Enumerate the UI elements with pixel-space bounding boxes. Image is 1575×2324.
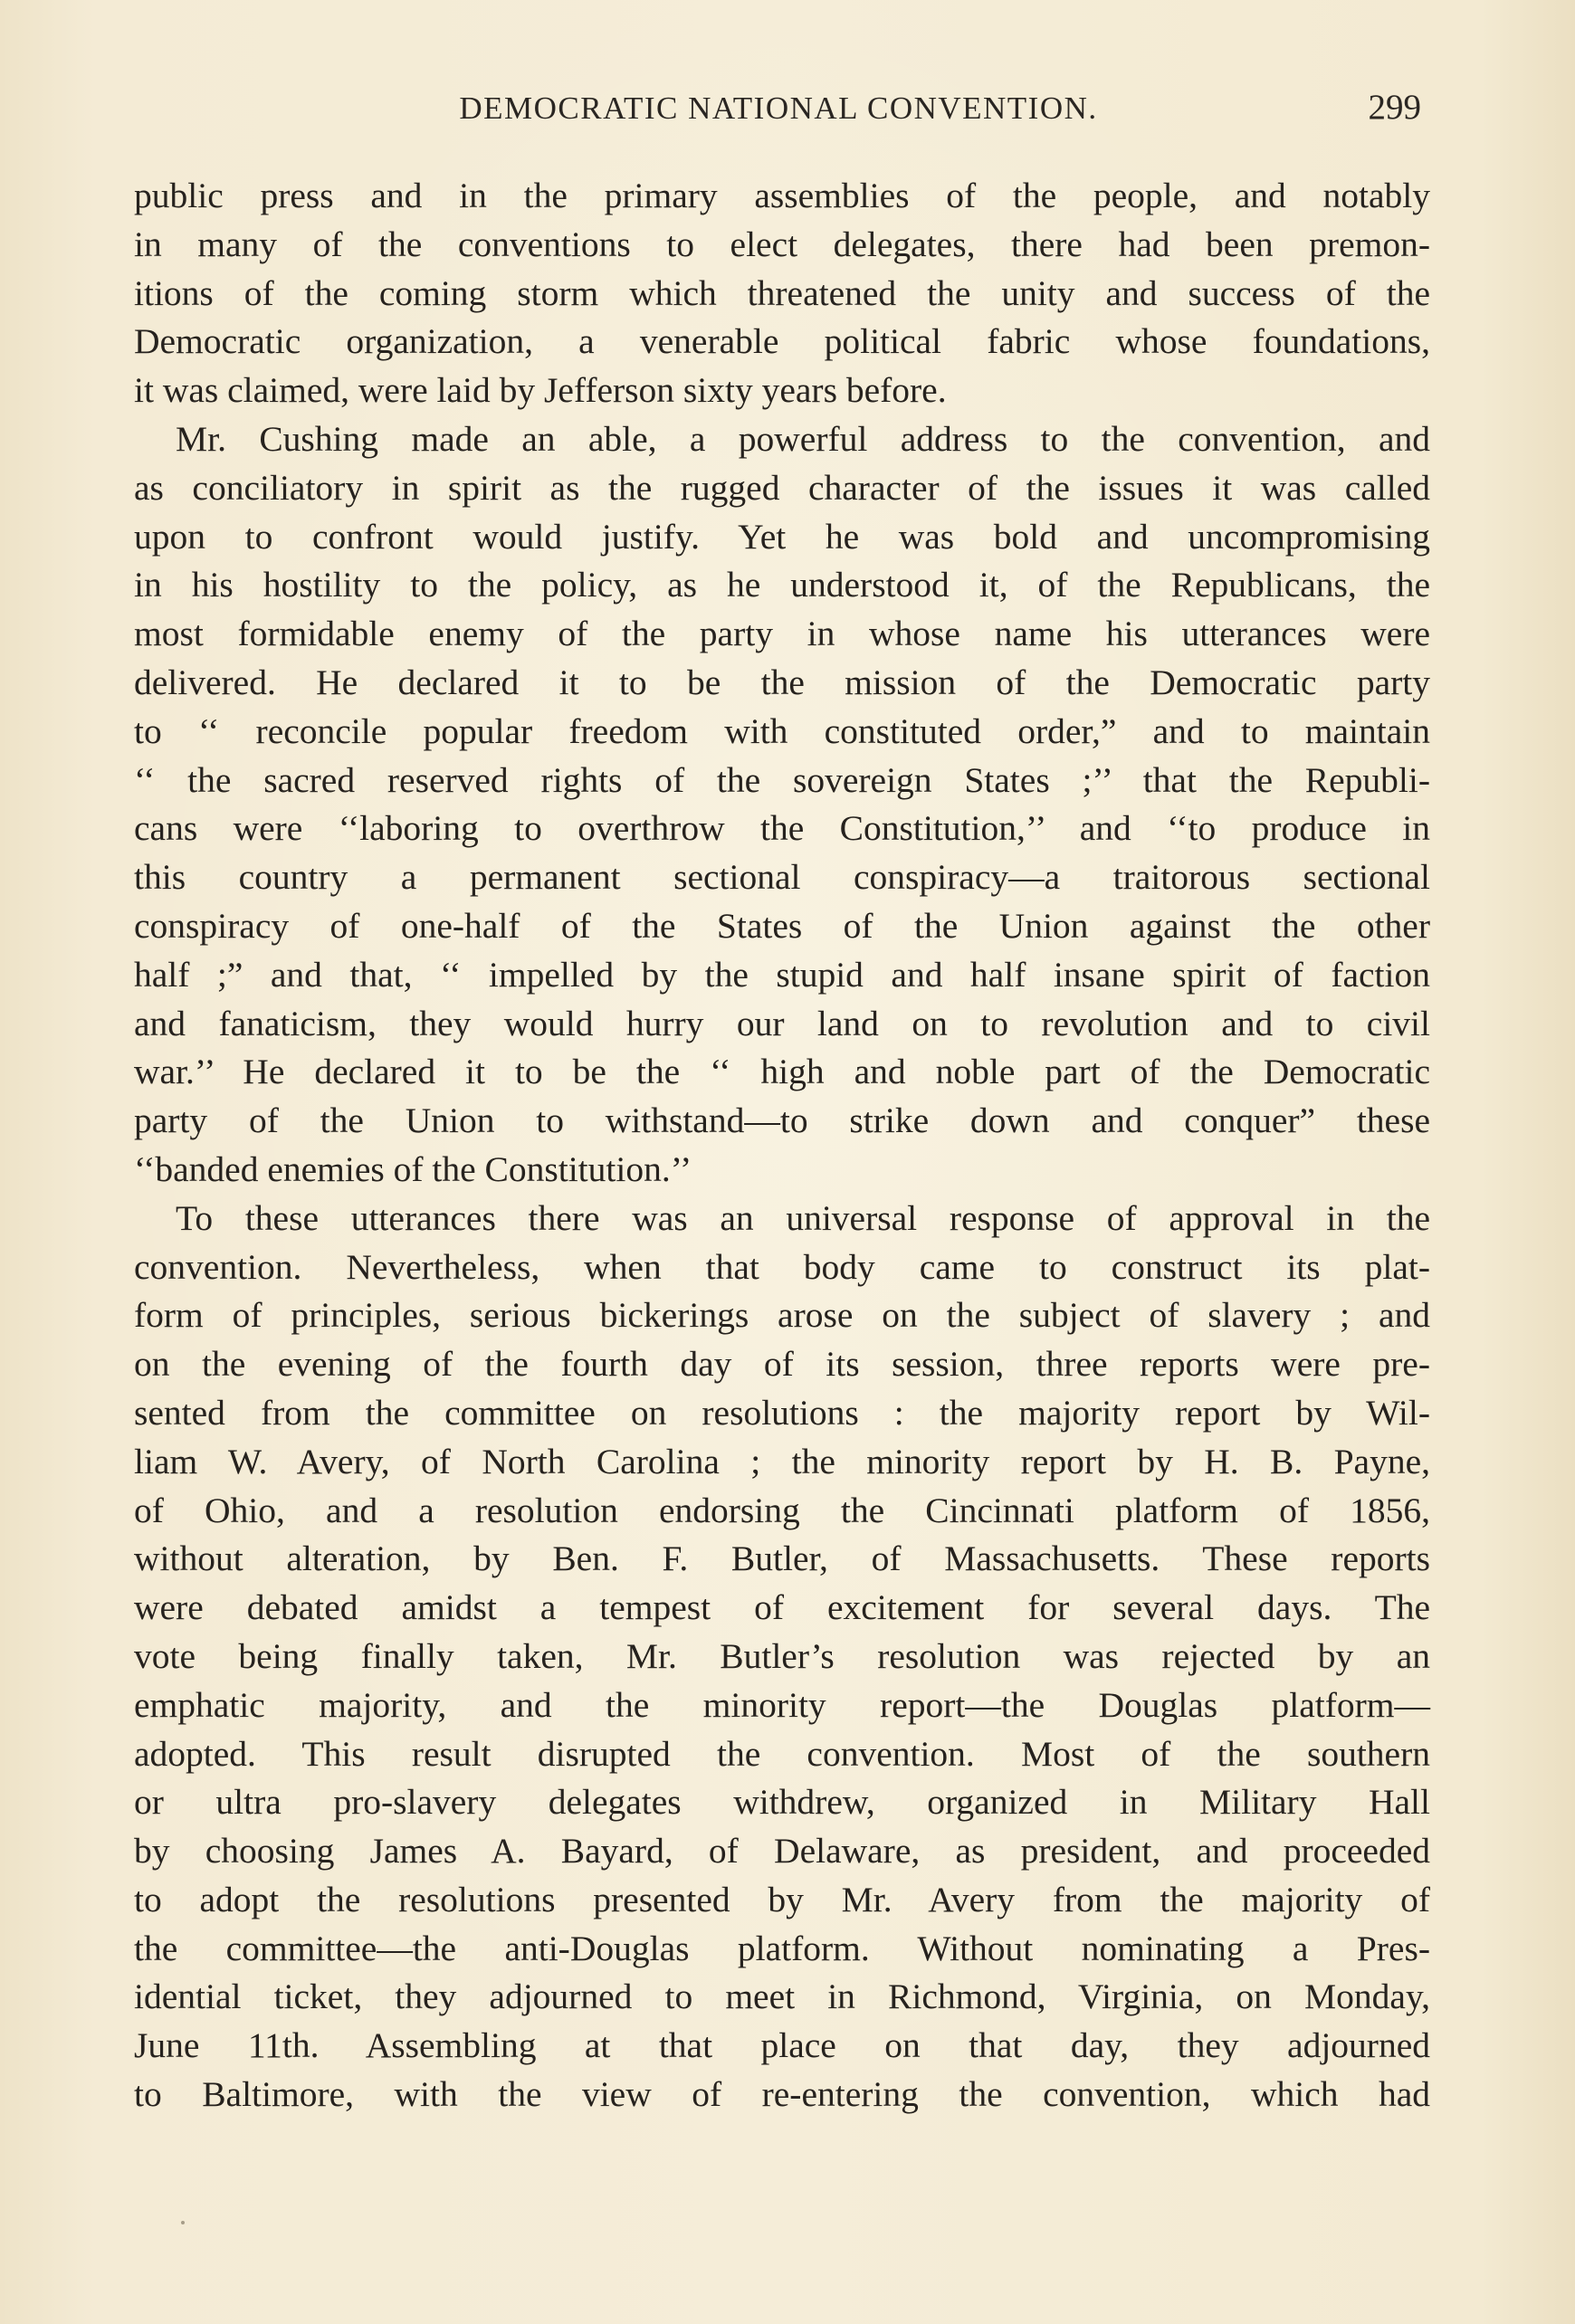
text-line: conspiracy of one-half of the States of the Union against the other [134, 905, 1430, 946]
ink-speck [181, 2221, 185, 2224]
text-line: June 11th. Assembling at that place on that day, they adjourned [134, 2025, 1430, 2066]
text-line: party of the Union to withstand—to strike down and conquer” these [134, 1100, 1430, 1141]
text-line: to ‘‘ reconcile popular freedom with constituted order,” and to maintain [134, 710, 1430, 751]
text-line: most formidable enemy of the party in whose name his utterances were [134, 614, 1430, 654]
text-line: form of principles, serious bickerings arose on the subject of slavery ; and [134, 1295, 1430, 1336]
text-line: Democratic organization, a venerable political fabric whose foundations, [134, 321, 1430, 362]
text-line: or ultra pro-slavery delegates withdrew, organized in Military Hall [134, 1782, 1430, 1823]
text-line: cans were ‘‘laboring to overthrow the Constitution,’’ and ‘‘to produce in [134, 808, 1430, 849]
text-line: as conciliatory in spirit as the rugged character of the issues it was called [134, 467, 1430, 508]
page-number: 299 [1368, 88, 1421, 127]
text-line: the committee—the anti-Douglas platform. Without nominating a Pres- [134, 1928, 1430, 1968]
text-line: and fanaticism, they would hurry our land on to revolution and to civil [134, 1003, 1430, 1043]
text-line: Mr. Cushing made an able, a powerful address to the convention, and [176, 418, 1430, 459]
text-line: idential ticket, they adjourned to meet in Richmond, Virginia, on Monday, [134, 1976, 1430, 2017]
body-text [134, 172, 1430, 2119]
text-line: were debated amidst a tempest of excitement for several days. The [134, 1587, 1430, 1628]
text-line: on the evening of the fourth day of its session, three reports were pre- [134, 1344, 1430, 1385]
running-title: DEMOCRATIC NATIONAL CONVENTION. [459, 90, 1098, 126]
text-line: in his hostility to the policy, as he understood it, of the Republicans, the [134, 565, 1430, 605]
text-line: of Ohio, and a resolution endorsing the Cincinnati platform of 1856, [134, 1490, 1430, 1530]
text-line: this country a permanent sectional conspiracy—a traitorous sectional [134, 857, 1430, 898]
text-line: delivered. He declared it to be the mission of the Democratic party [134, 662, 1430, 702]
text-line: liam W. Avery, of North Carolina ; the minority report by H. B. Payne, [134, 1441, 1430, 1481]
text-line: to Baltimore, with the view of re-entering the convention, which had [134, 2074, 1430, 2115]
text-line: convention. Nevertheless, when that body came to construct its plat- [134, 1246, 1430, 1287]
text-line: ‘‘banded enemies of the Constitution.’’ [134, 1148, 692, 1189]
text-line: upon to confront would justify. Yet he was bold and uncompromising [134, 516, 1430, 557]
text-line: half ;” and that, ‘‘ impelled by the stupid and half insane spirit of faction [134, 954, 1430, 995]
text-line: public press and in the primary assemblies of the people, and notably [134, 176, 1430, 215]
text-line: it was claimed, were laid by Jefferson sixty years before. [134, 370, 947, 411]
text-line: in many of the conventions to elect delegates, there had been premon- [134, 224, 1430, 264]
text-line: adopted. This result disrupted the convention. Most of the southern [134, 1733, 1430, 1774]
text-line: war.’’ He declared it to be the ‘‘ high and noble part of the Democratic [134, 1052, 1430, 1092]
text-line: To these utterances there was an universal response of approval in the [176, 1197, 1430, 1238]
text-line: sented from the committee on resolutions : the majority report by Wil- [134, 1392, 1430, 1433]
text-line: emphatic majority, and the minority report—the Douglas platform— [134, 1684, 1430, 1725]
text-line: to adopt the resolutions presented by Mr. Avery from the majority of [134, 1879, 1430, 1919]
text-line: itions of the coming storm which threatened the unity and success of the [134, 272, 1430, 313]
text-line: without alteration, by Ben. F. Butler, of Massachusetts. These reports [134, 1538, 1430, 1579]
text-line: by choosing James A. Bayard, of Delaware, as president, and proceeded [134, 1831, 1430, 1872]
text-line: ‘‘ the sacred reserved rights of the sovereign States ;’’ that the Republi- [134, 759, 1430, 800]
text-line: vote being finally taken, Mr. Butler’s resolution was rejected by an [134, 1635, 1430, 1676]
